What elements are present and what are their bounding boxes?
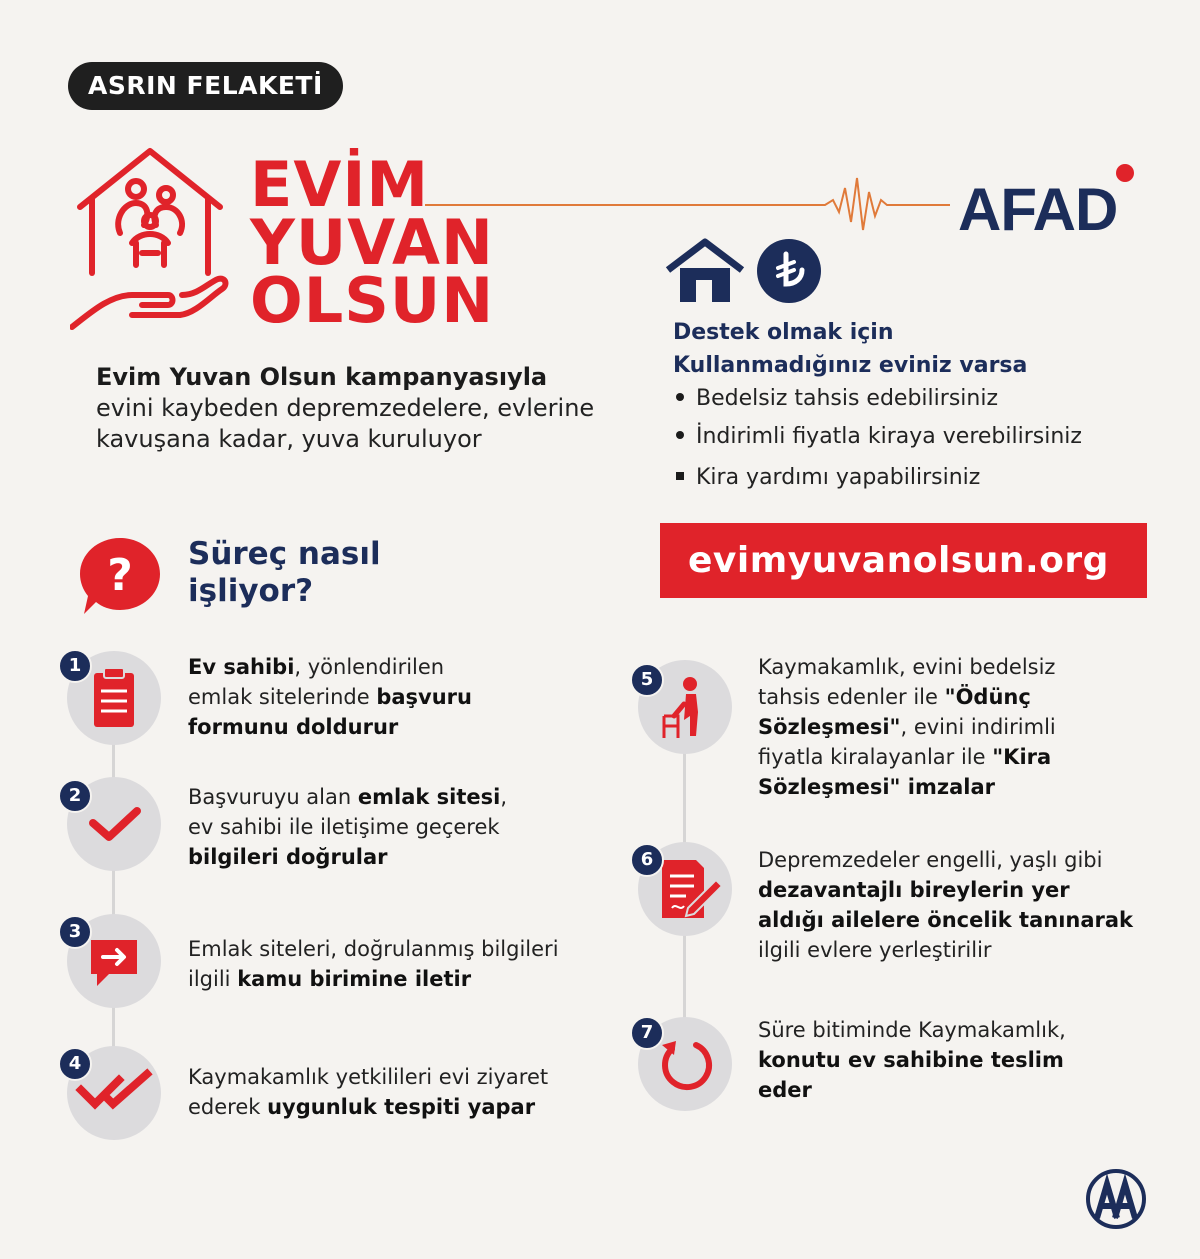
process-title — [188, 536, 381, 610]
website-banner[interactable]: evimyuvanolsun.org — [660, 523, 1147, 598]
intro-bold: Evim Yuvan Olsun kampanyasıyla — [96, 363, 548, 391]
support-title — [673, 316, 1027, 382]
turkish-lira-icon — [756, 238, 822, 304]
step-text-part: , ev sahibi ile iletişime geçerek — [188, 785, 508, 839]
support-item: Kira yardımı yapabilirsiniz — [676, 465, 980, 490]
step-text — [758, 1015, 1078, 1105]
question-bubble-icon — [78, 534, 164, 618]
campaign-title-line3: OLSUN — [250, 264, 495, 337]
intro-paragraph — [96, 362, 596, 455]
step-text-part: dezavantajlı bireylerin yer aldığı ailelere öncelik tanınarak — [758, 878, 1134, 932]
step-text-part: Süre bitiminde Kaymakamlık, — [758, 1018, 1066, 1042]
step-number: 1 — [58, 649, 92, 683]
step-text — [188, 1062, 588, 1122]
step-text — [758, 652, 1078, 802]
svg-text:?: ? — [107, 550, 133, 601]
step-text-part: ilgili evlere yerleştirilir — [758, 938, 992, 962]
step-text-part: Ev sahibi — [188, 655, 295, 679]
step-text-part: , evini indirimli fiyatla kiralayanlar ile — [758, 715, 1056, 769]
step-text — [188, 934, 578, 994]
seismograph-line-icon — [425, 170, 955, 240]
step-text-part: "Kira Sözleşmesi" imzalar — [758, 745, 1052, 799]
step-number: 3 — [58, 915, 92, 949]
step-text-part: başvuru formunu doldurur — [188, 685, 472, 739]
step-text — [188, 782, 528, 872]
intro-rest: evini kaybeden depremzedelere, evlerine kavuşana kadar, yuva kuruluyor — [96, 394, 595, 453]
support-title-line1: Destek olmak için — [673, 320, 894, 345]
campaign-title-line2: YUVAN — [250, 206, 494, 279]
process-title-line1: Süreç nasıl — [188, 536, 381, 572]
support-item: Bedelsiz tahsis edebilirsiniz — [676, 386, 998, 411]
afad-logo: AFAD — [958, 176, 1118, 243]
step-text-part: emlak sitesi — [357, 785, 501, 809]
campaign-title-line1: EVİM — [250, 148, 430, 221]
step-text-part: , yönlendirilen emlak sitelerinde — [188, 655, 445, 709]
step-text-part: bilgileri doğrular — [188, 845, 388, 869]
process-title-line2: işliyor? — [188, 573, 314, 609]
bullet-icon — [676, 393, 684, 401]
step-number: 6 — [630, 843, 664, 877]
anadolu-agency-logo-icon — [1085, 1168, 1147, 1230]
step-text-part: uygunluk tespiti yapar — [267, 1095, 536, 1119]
house-icon — [662, 236, 748, 304]
step-text — [758, 845, 1138, 965]
category-badge: ASRIN FELAKETİ — [68, 62, 343, 110]
support-title-line2: Kullanmadığınız eviniz varsa — [673, 353, 1028, 378]
turkish-flag-icon — [1116, 164, 1134, 182]
step-text-part: konutu ev sahibine teslim eder — [758, 1048, 1064, 1102]
step-text-part: Depremzedeler engelli, yaşlı gibi — [758, 848, 1103, 872]
step-text — [188, 652, 498, 742]
step-number: 4 — [58, 1047, 92, 1081]
step-text-part: "Ödünç Sözleşmesi" — [758, 685, 1031, 739]
step-number: 2 — [58, 779, 92, 813]
step-number: 7 — [630, 1016, 664, 1050]
house-family-logo-icon — [70, 145, 230, 335]
support-item: İndirimli fiyatla kiraya verebilirsiniz — [676, 424, 1082, 449]
bullet-icon — [676, 431, 684, 439]
bullet-icon — [676, 472, 684, 480]
step-number: 5 — [630, 663, 664, 697]
step-text-part: Kaymakamlık yetkilileri evi ziyaret ederek — [188, 1065, 549, 1119]
timeline-line-left — [112, 700, 115, 1100]
step-text-part: Emlak siteleri, doğrulanmış bilgileri ilgili — [188, 937, 559, 991]
footer-logo-text: AA — [1115, 1228, 1117, 1229]
step-text-part: Başvuruyu alan — [188, 785, 358, 809]
step-text-part: kamu birimine iletir — [237, 967, 472, 991]
step-text-part: Kaymakamlık, evini bedelsiz tahsis edenler ile — [758, 655, 1056, 709]
